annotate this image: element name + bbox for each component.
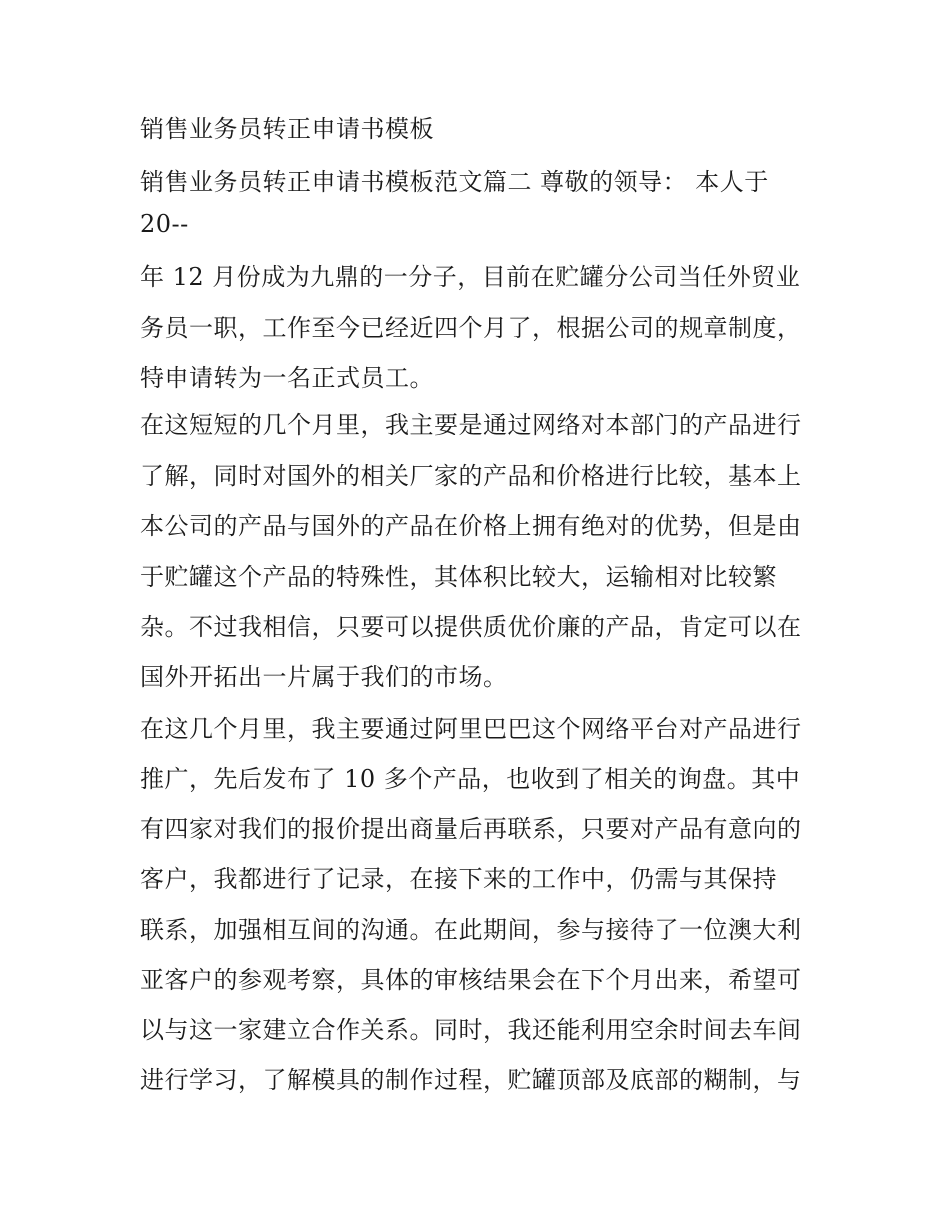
document-title: 销售业务员转正申请书模板 — [140, 115, 434, 143]
text-line: 本公司的产品与国外的产品在价格上拥有绝对的优势，但是由 — [140, 512, 802, 540]
text-line: 在这几个月里，我主要通过阿里巴巴这个网络平台对产品进行 — [140, 715, 802, 743]
text-line: 务员一职，工作至今已经近四个月了，根据公司的规章制度， — [140, 314, 802, 342]
text-line: 亚客户的参观考察，具体的审核结果会在下个月出来，希望可 — [140, 966, 802, 994]
text-line: 推广，先后发布了 10 多个产品，也收到了相关的询盘。其中 — [140, 765, 801, 793]
text-line: 销售业务员转正申请书模板范文篇二 尊敬的领导： 本人于 — [140, 168, 769, 196]
text-line: 国外开拓出一片属于我们的市场。 — [140, 663, 508, 691]
text-line: 进行学习，了解模具的制作过程，贮罐顶部及底部的糊制，与 — [140, 1066, 802, 1094]
text-line: 在这短短的几个月里，我主要是通过网络对本部门的产品进行 — [140, 411, 802, 439]
text-line: 客户，我都进行了记录，在接下来的工作中，仍需与其保持 — [140, 865, 777, 893]
text-line: 特申请转为一名正式员工。 — [140, 364, 434, 392]
text-line: 20-- — [140, 210, 189, 238]
text-line: 于贮罐这个产品的特殊性，其体积比较大，运输相对比较繁 — [140, 563, 777, 591]
text-line: 联系，加强相互间的沟通。在此期间，参与接待了一位澳大利 — [140, 916, 802, 944]
text-line: 杂。不过我相信，只要可以提供质优价廉的产品，肯定可以在 — [140, 613, 802, 641]
text-line: 年 12 月份成为九鼎的一分子，目前在贮罐分公司当任外贸业 — [140, 263, 801, 291]
text-line: 了解，同时对国外的相关厂家的产品和价格进行比较，基本上 — [140, 462, 802, 490]
text-line: 有四家对我们的报价提出商量后再联系，只要对产品有意向的 — [140, 815, 802, 843]
text-line: 以与这一家建立合作关系。同时，我还能利用空余时间去车间 — [140, 1016, 802, 1044]
